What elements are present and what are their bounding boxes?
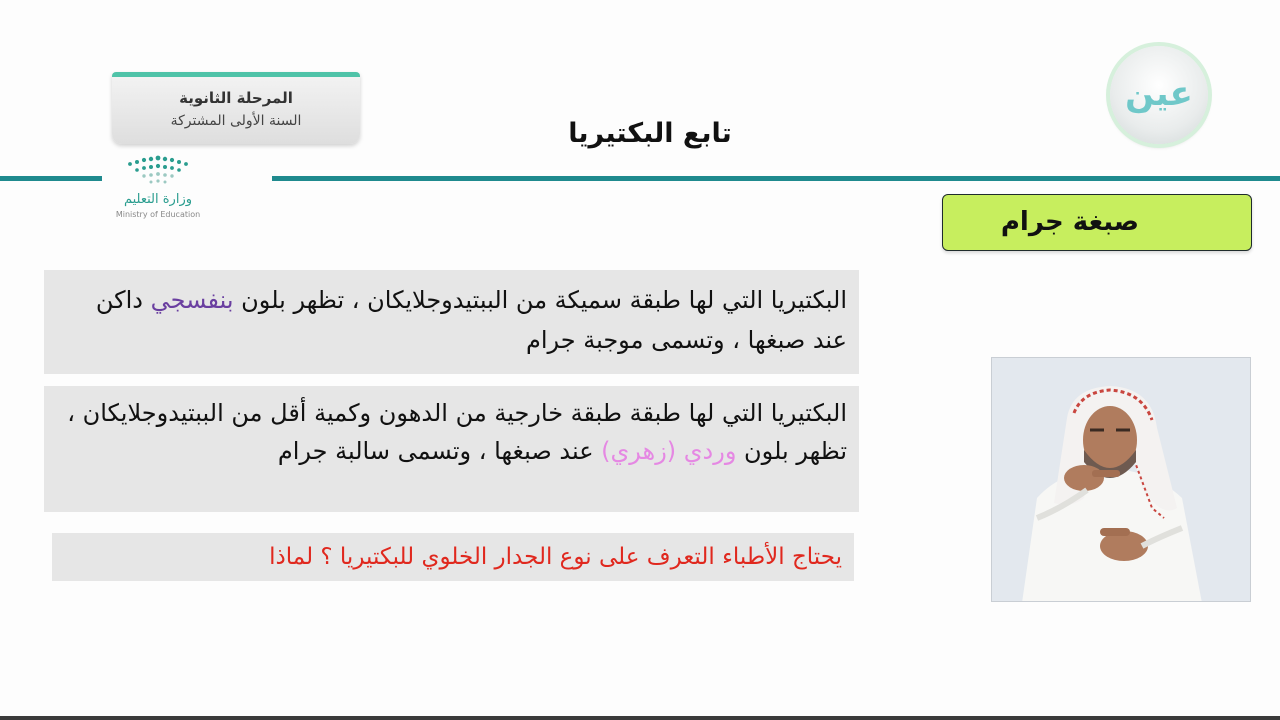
- bottom-border: [0, 716, 1280, 720]
- paragraph-text: البكتيريا التي لها طبقة سميكة من الببتيدوجلايكان ، تظهر بلون: [233, 286, 847, 314]
- school-stage-badge: [112, 72, 360, 144]
- stage-title: المرحلة الثانوية: [179, 89, 293, 107]
- pink-color-word: وردي (زهري): [601, 437, 737, 465]
- gram-positive-paragraph: [44, 270, 859, 374]
- header-divider-left: [0, 176, 102, 181]
- ministry-name-english: Ministry of Education: [115, 210, 201, 219]
- topic-label-box: [942, 194, 1252, 251]
- paragraph-text: البكتيريا التي لها طبقة طبقة خارجية من الدهون وكمية أقل من الببتيدوجلايكان ، تظهر بلون: [67, 399, 847, 465]
- channel-logo-text: عين: [1125, 74, 1193, 114]
- question-paragraph: [52, 533, 854, 581]
- stage-year: السنة الأولى المشتركة: [170, 113, 302, 129]
- violet-color-word: بنفسجي: [150, 286, 234, 314]
- gram-negative-paragraph: [44, 386, 859, 512]
- paragraph-text: داكن عند صبغها ، وتسمى موجبة جرام: [95, 286, 847, 354]
- interpreter-figure-icon: [992, 358, 1251, 602]
- channel-logo: [1110, 46, 1208, 144]
- paragraph-text: عند صبغها ، وتسمى سالبة جرام: [277, 437, 602, 465]
- sign-language-interpreter-video: [991, 357, 1251, 602]
- ministry-dots-icon: [112, 152, 204, 188]
- ministry-name-arabic: وزارة التعليم: [123, 192, 193, 207]
- header-divider-right: [272, 176, 1280, 181]
- question-text: يحتاج الأطباء التعرف على نوع الجدار الخلوي للبكتيريا ؟ لماذا: [269, 544, 842, 570]
- page-title: تابع البكتيريا: [568, 118, 732, 149]
- topic-label: صبغة جرام: [1000, 207, 1139, 237]
- ministry-logo: [112, 152, 272, 224]
